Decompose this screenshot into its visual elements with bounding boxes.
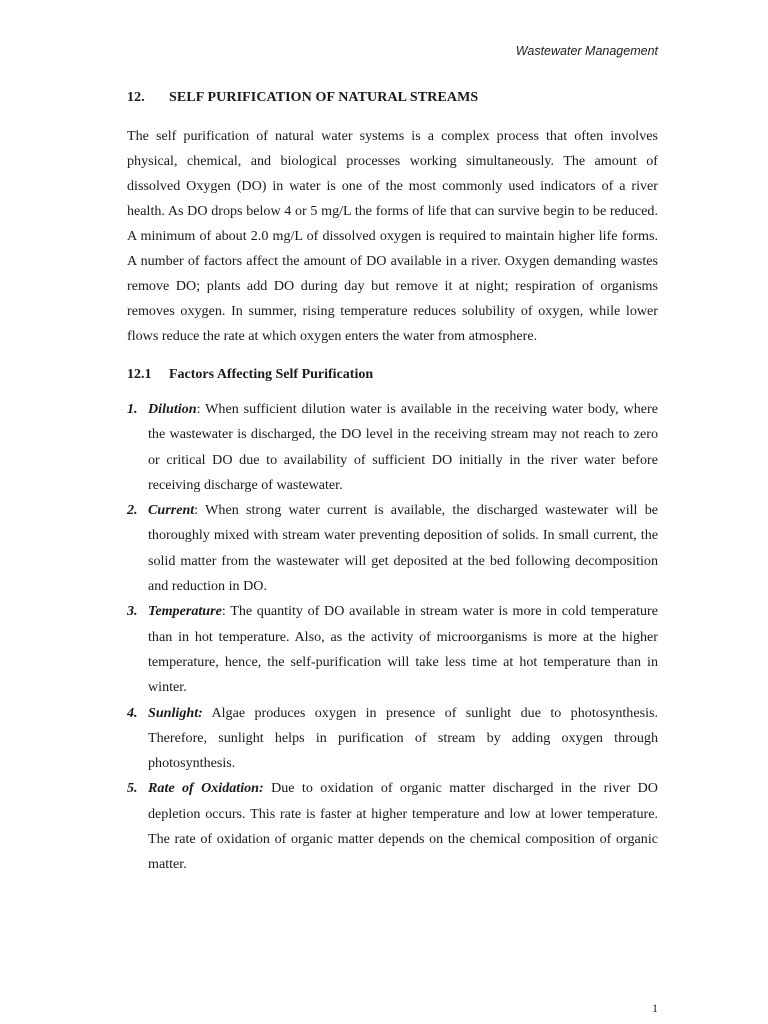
- intro-paragraph: The self purification of natural water systems is a complex process that often involves physical, chemical, and biological processes working simultaneously. The amount of dissolved Oxygen (DO) in water is one of the most commonly used indicators of a river health. As DO drops below 4 or 5 mg/L the forms of life that can survive begin to be reduced. A minimum of about 2.0 mg/L of dissolved oxygen is required to maintain higher life forms. A number of factors affect the amount of DO available in a river. Oxygen demanding wastes remove DO; plants add DO during day but remove it at night; respiration of organisms removes oxygen. In summer, rising temperature reduces solubility of oxygen, while lower flows reduce the rate at which oxygen enters the water from atmosphere.: [127, 128, 658, 344]
- page-content: [127, 86, 658, 878]
- list-marker: 1.: [127, 401, 138, 417]
- list-item-rate-of-oxidation: [127, 776, 658, 877]
- list-item-sunlight: [127, 701, 658, 777]
- subsection-heading: [127, 363, 658, 387]
- list-item-dilution: [127, 397, 658, 498]
- section-heading: [127, 86, 658, 110]
- subsection-title: Factors Affecting Self Purification: [169, 367, 374, 382]
- section-number: 12.: [127, 90, 145, 105]
- factor-term: Sunlight:: [148, 704, 203, 721]
- factor-term: Current: [148, 502, 195, 519]
- subsection-number: 12.1: [127, 367, 152, 382]
- running-header: Wastewater Management: [515, 44, 658, 58]
- factor-text: The quantity of DO available in stream water is more in cold temperature than in hot temperature. Also, as the activity of microorganisms is more at the higher temperature, hence, the self-purification will take less time at hot temperature than in winter.: [148, 603, 658, 696]
- factor-term: Temperature: [148, 603, 222, 620]
- factors-list: [127, 397, 658, 878]
- list-marker: 4.: [127, 704, 138, 721]
- list-item-temperature: [127, 599, 658, 700]
- page-number: 1: [652, 1001, 658, 1015]
- factor-separator: :: [196, 401, 201, 417]
- list-item-current: [127, 498, 658, 599]
- factor-text: When strong water current is available, the discharged wastewater will be thoroughly mixed with stream water preventing deposition of solids. In small current, the solid matter from the wastewater will get deposited at the bed following decomposition and reduction in DO.: [148, 502, 658, 595]
- section-title: SELF PURIFICATION OF NATURAL STREAMS: [169, 90, 479, 105]
- factor-separator: :: [221, 603, 226, 620]
- list-marker: 5.: [127, 780, 138, 797]
- factor-term: Dilution: [148, 401, 197, 417]
- list-marker: 2.: [127, 502, 138, 519]
- factor-text: When sufficient dilution water is available in the receiving water body, where the wastewater is discharged, the DO level in the receiving stream may not reach to zero or critical DO due to availability of sufficient DO initially in the river water before receiving discharge of wastewater.: [148, 401, 658, 493]
- list-marker: 3.: [127, 603, 138, 620]
- factor-term: Rate of Oxidation:: [148, 780, 264, 797]
- factor-text: Due to oxidation of organic matter discharged in the river DO depletion occurs. This rate is faster at higher temperature and low at lower temperature. The rate of oxidation of organic matter depends on the chemical composition of organic matter.: [148, 780, 658, 873]
- factor-text: Algae produces oxygen in presence of sunlight due to photosynthesis. Therefore, sunlight helps in purification of stream by adding oxygen through photosynthesis.: [148, 704, 658, 772]
- factor-separator: :: [194, 502, 199, 519]
